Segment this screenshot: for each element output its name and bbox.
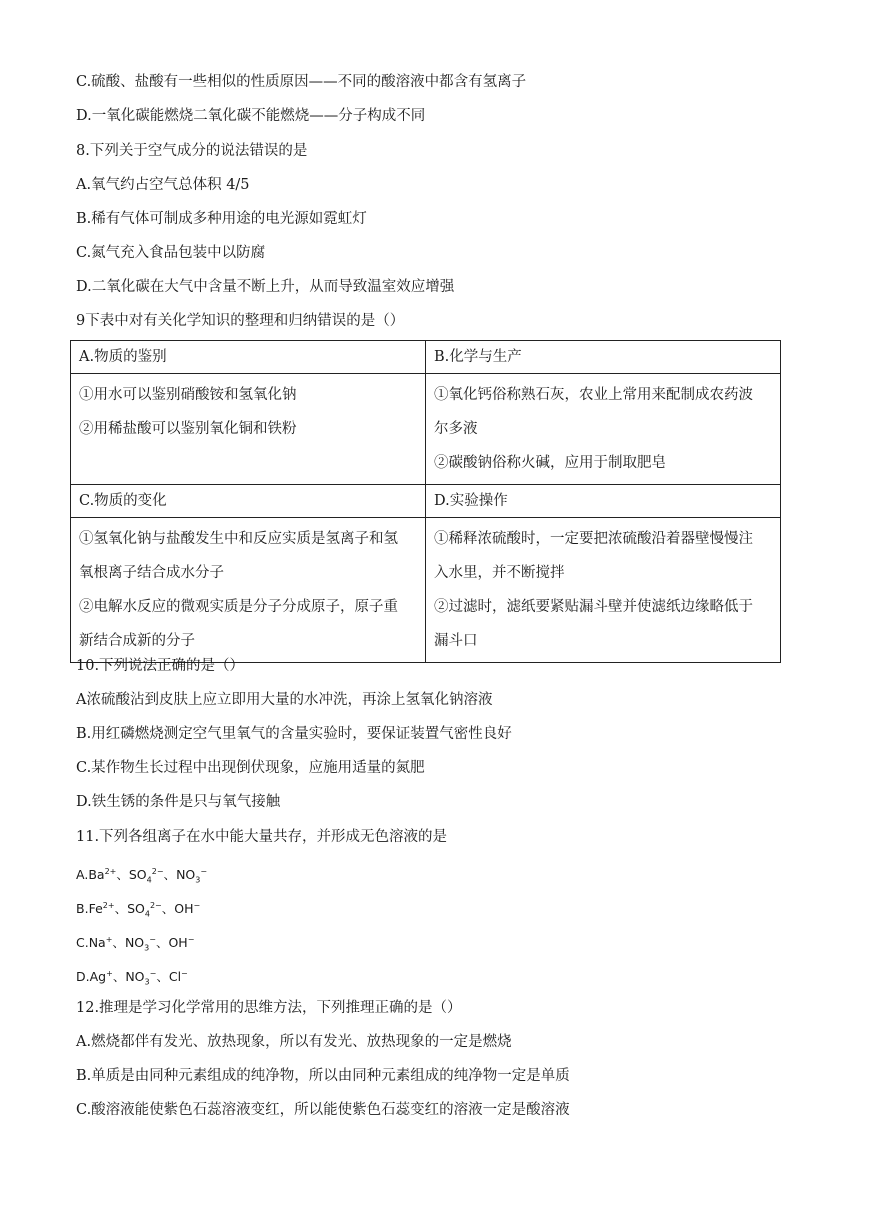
ion-symbol: OH	[168, 935, 188, 951]
q9-d-item: 漏斗口	[434, 633, 478, 649]
ion-charge: −	[149, 935, 156, 944]
q12-option-c: C.酸溶液能使紫色石蕊溶液变红，所以能使紫色石蕊变红的溶液一定是酸溶液	[76, 1102, 570, 1118]
q9-c-item: 氧根离子结合成水分子	[79, 565, 224, 581]
ion-subscript: 4	[146, 875, 152, 885]
q12-stem: 12.推理是学习化学常用的思维方法，下列推理正确的是（）	[76, 1000, 462, 1016]
q10-option-a: A浓硫酸沾到皮肤上应立即用大量的水冲洗，再涂上氢氧化钠溶液	[76, 692, 493, 708]
q9-table	[70, 340, 781, 663]
separator: 、	[112, 969, 126, 985]
q9-cell-b-title: B.化学与生产	[426, 341, 781, 374]
ion-symbol: NO	[176, 867, 196, 883]
q9-a-item: ②用稀盐酸可以鉴别氧化铜和铁粉	[79, 421, 297, 437]
q11-option-d	[76, 964, 188, 993]
q9-cell-d-body	[426, 518, 781, 663]
separator: 、	[112, 935, 125, 951]
q11-option-b	[76, 896, 200, 925]
ion-symbol: Cl	[168, 969, 182, 985]
ion-symbol: Fe	[88, 901, 103, 917]
option-label: D.	[76, 969, 90, 985]
q10-option-d: D.铁生锈的条件是只与氧气接触	[76, 794, 281, 810]
option-label: C.	[76, 935, 89, 951]
ion-symbol: NO	[124, 935, 145, 951]
ion-charge: −	[200, 867, 208, 876]
ion-charge: 2+	[104, 867, 117, 876]
q9-c-item: ②电解水反应的微观实质是分子分成原子，原子重	[79, 599, 398, 615]
ion-charge: +	[106, 969, 113, 978]
ion-symbol: SO	[127, 901, 145, 917]
separator: 、	[156, 969, 169, 985]
q11-stem: 11.下列各组离子在水中能大量共存，并形成无色溶液的是	[76, 829, 448, 845]
q10-option-b: B.用红磷燃烧测定空气里氧气的含量实验时，要保证装置气密性良好	[76, 726, 512, 742]
q9-cell-b-body	[426, 374, 781, 485]
ion-symbol: Ag	[89, 969, 107, 985]
separator: 、	[161, 901, 175, 917]
option-label: B.	[76, 901, 89, 917]
q9-cell-a-body	[71, 374, 426, 485]
separator: 、	[155, 935, 169, 951]
q8-stem: 8.下列关于空气成分的说法错误的是	[76, 143, 308, 159]
separator: 、	[116, 867, 129, 883]
q9-cell-c-title: C.物质的变化	[71, 485, 426, 518]
q7-option-d: D.一氧化碳能燃烧二氧化碳不能燃烧——分子构成不同	[76, 108, 426, 124]
q10-stem: 10.下列说法正确的是（）	[76, 658, 245, 674]
q7-option-c: C.硫酸、盐酸有一些相似的性质原因——不同的酸溶液中都含有氢离子	[76, 74, 527, 90]
q9-cell-a-title: A.物质的鉴别	[71, 341, 426, 374]
q8-option-a: A.氧气约占空气总体积 4/5	[76, 177, 250, 193]
ion-symbol: Na	[88, 935, 106, 951]
ion-subscript: 3	[144, 943, 150, 953]
ion-symbol: OH	[174, 901, 194, 917]
q9-b-item: ②碳酸钠俗称火碱，应用于制取肥皂	[434, 455, 666, 471]
ion-subscript: 3	[195, 875, 201, 885]
q9-b-item: ①氧化钙俗称熟石灰，农业上常用来配制成农药波	[434, 387, 753, 403]
q9-b-item: 尔多液	[434, 421, 478, 437]
ion-symbol: NO	[125, 969, 145, 985]
q9-c-item: ①氢氧化钠与盐酸发生中和反应实质是氢离子和氢	[79, 531, 398, 547]
separator: 、	[114, 901, 128, 917]
q9-cell-d-title: D.实验操作	[426, 485, 781, 518]
q9-d-item: ②过滤时，滤纸要紧贴漏斗壁并使滤纸边缘略低于	[434, 599, 753, 615]
q9-stem: 9下表中对有关化学知识的整理和归纳错误的是（）	[76, 313, 405, 329]
q9-a-item: ①用水可以鉴别硝酸铵和氢氧化钠	[79, 387, 297, 403]
q9-d-item: ①稀释浓硫酸时，一定要把浓硫酸沿着器壁慢慢注	[434, 531, 753, 547]
ion-charge: −	[187, 935, 195, 944]
ion-subscript: 4	[144, 909, 150, 919]
option-label: A.	[76, 867, 89, 883]
ion-charge: −	[193, 901, 201, 910]
ion-subscript: 3	[144, 977, 150, 987]
ion-charge: 2−	[151, 867, 164, 876]
q9-cell-c-body	[71, 518, 426, 663]
ion-charge: −	[149, 969, 157, 978]
ion-charge: −	[181, 969, 188, 978]
q12-option-b: B.单质是由同种元素组成的纯净物，所以由同种元素组成的纯净物一定是单质	[76, 1068, 570, 1084]
ion-symbol: Ba	[88, 867, 105, 883]
q11-option-c	[76, 930, 194, 959]
q11-option-a	[76, 862, 207, 891]
q9-c-item: 新结合成新的分子	[79, 633, 195, 649]
q9-d-item: 入水里，并不断搅拌	[434, 565, 565, 581]
ion-charge: 2−	[149, 901, 162, 910]
q10-option-c: C.某作物生长过程中出现倒伏现象，应施用适量的氮肥	[76, 760, 425, 776]
ion-charge: +	[105, 935, 113, 944]
ion-charge: 2+	[102, 901, 115, 910]
separator: 、	[163, 867, 177, 883]
ion-symbol: SO	[128, 867, 147, 883]
q12-option-a: A.燃烧都伴有发光、放热现象，所以有发光、放热现象的一定是燃烧	[76, 1034, 512, 1050]
q8-option-b: B.稀有气体可制成多种用途的电光源如霓虹灯	[76, 211, 367, 227]
q8-option-c: C.氮气充入食品包装中以防腐	[76, 245, 266, 261]
q8-option-d: D.二氧化碳在大气中含量不断上升，从而导致温室效应增强	[76, 279, 455, 295]
